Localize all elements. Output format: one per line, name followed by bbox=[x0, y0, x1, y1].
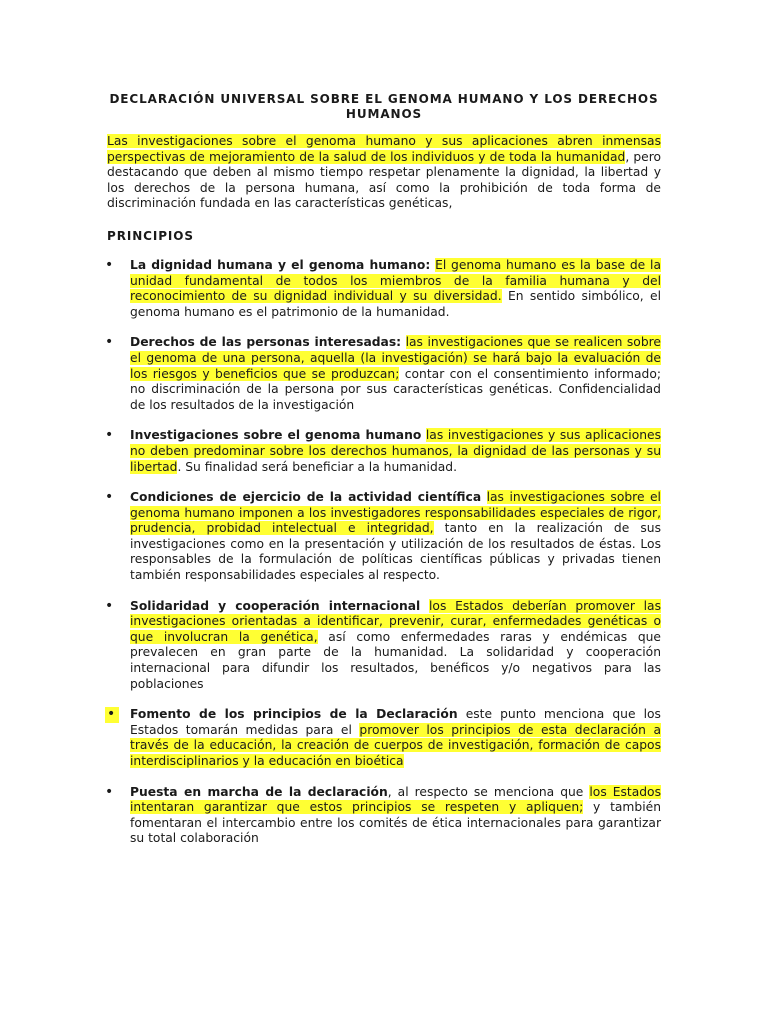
principle-title: Fomento de los principios de la Declaración bbox=[130, 707, 458, 722]
bullet-icon: • bbox=[105, 256, 114, 273]
principle-item bbox=[107, 335, 661, 413]
principle-sep bbox=[481, 490, 486, 504]
section-heading: PRINCIPIOS bbox=[107, 228, 194, 243]
bullet-icon: • bbox=[105, 427, 114, 444]
intro-paragraph bbox=[107, 134, 661, 212]
principle-title: La dignidad humana y el genoma humano: bbox=[130, 257, 431, 272]
principle-title: Puesta en marcha de la declaración bbox=[130, 784, 388, 799]
principle-sep bbox=[401, 335, 406, 349]
document-page bbox=[107, 92, 661, 862]
bullet-icon: • bbox=[105, 783, 114, 800]
principle-highlight: las investigaciones sobre el genoma humano imponen a los investigadores responsabilidades especiales de rigor, prudencia, probidad intelectual e integridad, bbox=[130, 490, 661, 536]
principle-sep bbox=[458, 707, 466, 721]
principle-highlight: promover los principios de esta declaración a través de la educación, la creación de cuerpos de investigación, formación de capos interdisciplinarios y la educación en bioética bbox=[130, 722, 661, 768]
intro-rest: , pero destacando que deben al mismo tiempo respetar plenamente la dignidad, la libertad y los derechos de la persona humana, así como la prohibición de toda forma de discriminación fundada en las características genéticas, bbox=[107, 149, 662, 211]
bullet-icon: • bbox=[105, 489, 114, 506]
principle-highlight: los Estados deberían promover las investigaciones orientadas a identificar, prevenir, curar, enfermedades genéticas o que involucran la genética, bbox=[130, 598, 661, 644]
principle-title: Investigaciones sobre el genoma humano bbox=[130, 428, 422, 443]
principle-rest: En sentido simbólico, el genoma humano es el patrimonio de la humanidad. bbox=[130, 289, 662, 319]
bullet-icon: • bbox=[105, 334, 114, 351]
principle-highlight: las investigaciones y sus aplicaciones no deben predominar sobre los derechos humanos, la dignidad de las personas y su libertad bbox=[130, 428, 661, 474]
principle-rest: y también fomentaran el intercambio entre los comités de ética internacionales para garantizar su total colaboración bbox=[130, 800, 661, 846]
principle-item bbox=[107, 785, 661, 847]
principle-title: Derechos de las personas interesadas: bbox=[130, 335, 402, 350]
principle-rest: contar con el consentimiento informado; no discriminación de la persona por sus características genéticas. Confidencialidad de los resultados de la investigación bbox=[130, 366, 661, 412]
principle-rest: tanto en la realización de sus investigaciones como en la presentación y utilización de los resultados de éstas. Los responsables de la formulación de políticas científicas públicas y privadas tienen también responsabilidades especiales al respecto. bbox=[130, 521, 661, 583]
principle-highlight: los Estados intentaran garantizar que estos principios se respeten y apliquen; bbox=[130, 784, 661, 815]
principle-rest: . Su finalidad será beneficiar a la humanidad. bbox=[177, 459, 458, 474]
principles-list bbox=[107, 258, 661, 847]
principle-sep bbox=[420, 599, 429, 613]
principle-highlight: las investigaciones que se realicen sobre el genoma de una persona, aquella (la investigación) se hará bajo la evaluación de los riesgos y beneficios que se produzcan; bbox=[130, 335, 661, 381]
principle-title: Condiciones de ejercicio de la actividad científica bbox=[130, 490, 482, 505]
principle-item bbox=[107, 599, 661, 693]
principle-item bbox=[107, 258, 661, 320]
principle-item bbox=[107, 490, 661, 584]
principle-item bbox=[107, 707, 661, 769]
principle-pre: , al respecto se menciona que bbox=[387, 784, 590, 799]
intro-highlight: Las investigaciones sobre el genoma humano y sus aplicaciones abren inmensas perspectivas de mejoramiento de la salud de los individuos y de toda la humanidad bbox=[107, 134, 661, 164]
principle-highlight: El genoma humano es la base de la unidad fundamental de todos los miembros de la familia humana y del reconocimiento de su dignidad individual y su diversidad. bbox=[130, 257, 661, 304]
bullet-icon: • bbox=[105, 597, 114, 614]
principle-title: Solidaridad y cooperación internacional bbox=[130, 598, 421, 613]
bullet-icon: • bbox=[105, 707, 119, 723]
document-title: DECLARACIÓN UNIVERSAL SOBRE EL GENOMA HUMANO Y LOS DERECHOS HUMANOS bbox=[109, 92, 659, 121]
principle-pre: este punto menciona que los Estados tomarán medidas para el bbox=[130, 707, 661, 737]
principle-rest: así como enfermedades raras y endémicas que prevalecen en gran parte de la humanidad. La solidaridad y cooperación internacional para difundir los resultados, benéficos y/o negativos para las poblaciones bbox=[130, 629, 662, 691]
principle-item bbox=[107, 428, 661, 475]
